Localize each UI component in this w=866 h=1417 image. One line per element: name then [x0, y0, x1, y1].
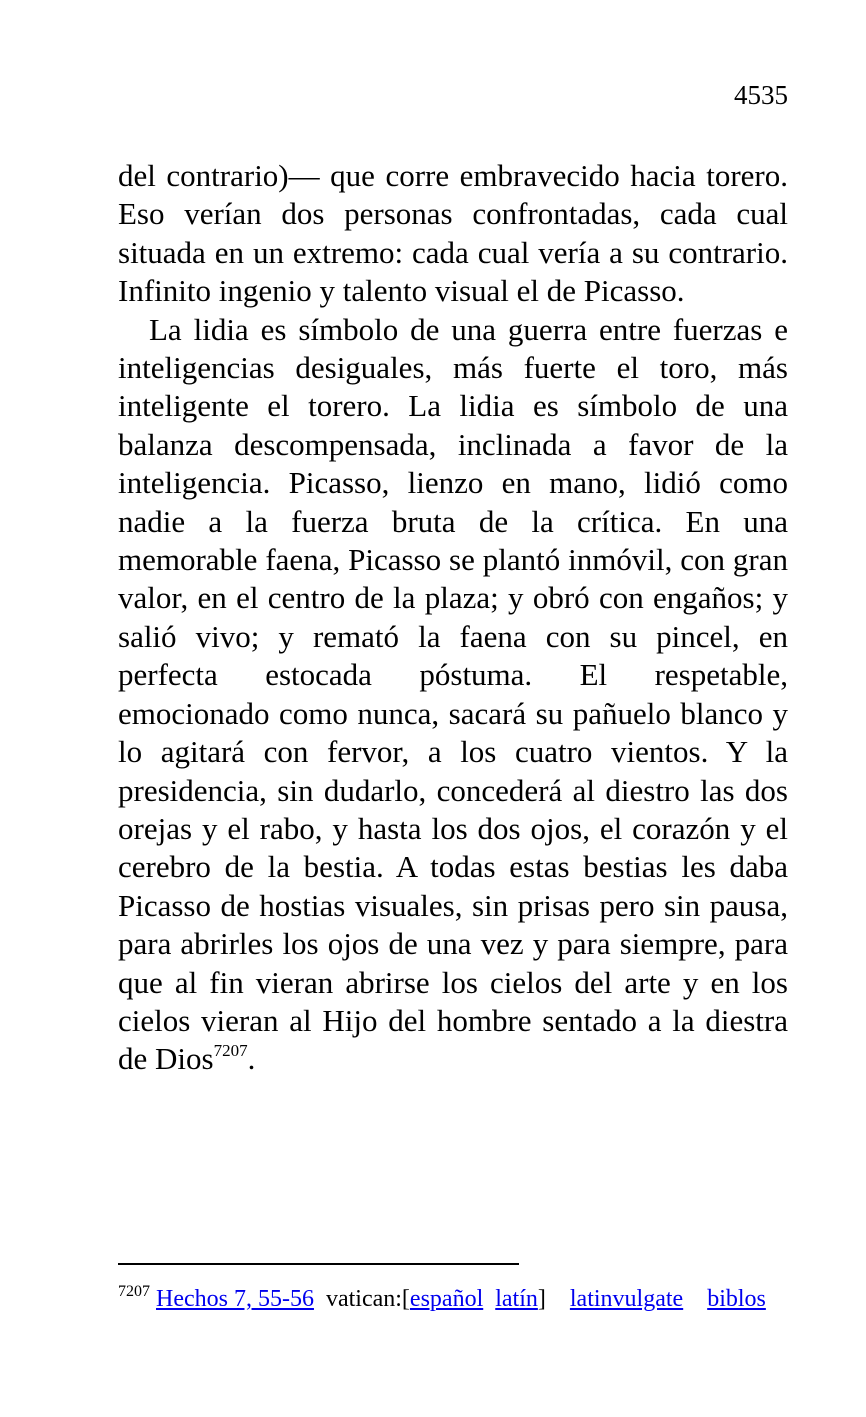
link-latinvulgate[interactable]: latinvulgate: [569, 1286, 684, 1312]
bracket-close: ]: [537, 1286, 546, 1312]
paragraph-2-end: .: [247, 1041, 256, 1077]
link-hechos[interactable]: Hechos 7, 55-56: [156, 1286, 314, 1312]
footnote-divider: [118, 1263, 519, 1265]
footnote-reference[interactable]: 7207: [213, 1041, 248, 1061]
paragraph-1: del contrario)— que corre embravecido hacia torero. Eso verían dos personas confrontadas, cada cual situada en un extremo: cada cual vería a su contrario. Infinito ingenio y talento visual el de Picasso.: [118, 158, 788, 309]
footnote: [118, 1284, 798, 1314]
body-text: [118, 157, 788, 1079]
paragraph-2-text: La lidia es símbolo de una guerra entre fuerzas e inteligencias desiguales, más fuerte el toro, más inteligente el torero. La lidia es símbolo de una balanza descompensada, inclinada a favor de la inteligencia. Picasso, lienzo en mano, lidió como nadie a la fuerza bruta de la crítica. En una memorable faena, Picasso se plantó inmóvil, con gran valor, en el centro de la plaza; y obró con engaños; y salió vivo; y remató la faena con su pincel, en perfecta estocada póstuma. El respetable, emocionado como nunca, sacará su pañuelo blanco y lo agitará con fervor, a los cuatro vientos. Y la presidencia, sin dudarlo, concederá al diestro las dos orejas y el rabo, y hasta los dos ojos, el corazón y el cerebro de la bestia. A todas estas bestias les daba Picasso de hostias visuales, sin prisas pero sin pausa, para abrirles los ojos de una vez y para siempre, para que al fin vieran abrirse los cielos del arte y en los cielos vieran al Hijo del hombre sentado a la diestra de Dios: [118, 311, 788, 1077]
paragraph-2: [118, 311, 788, 1079]
link-espanol[interactable]: español: [409, 1286, 484, 1312]
link-biblos[interactable]: biblos: [707, 1286, 766, 1312]
footnote-number: 7207: [118, 1283, 150, 1300]
link-latin[interactable]: latín: [495, 1286, 538, 1312]
vatican-prefix: vatican:[: [325, 1286, 410, 1312]
page-number: 4535: [734, 80, 788, 110]
